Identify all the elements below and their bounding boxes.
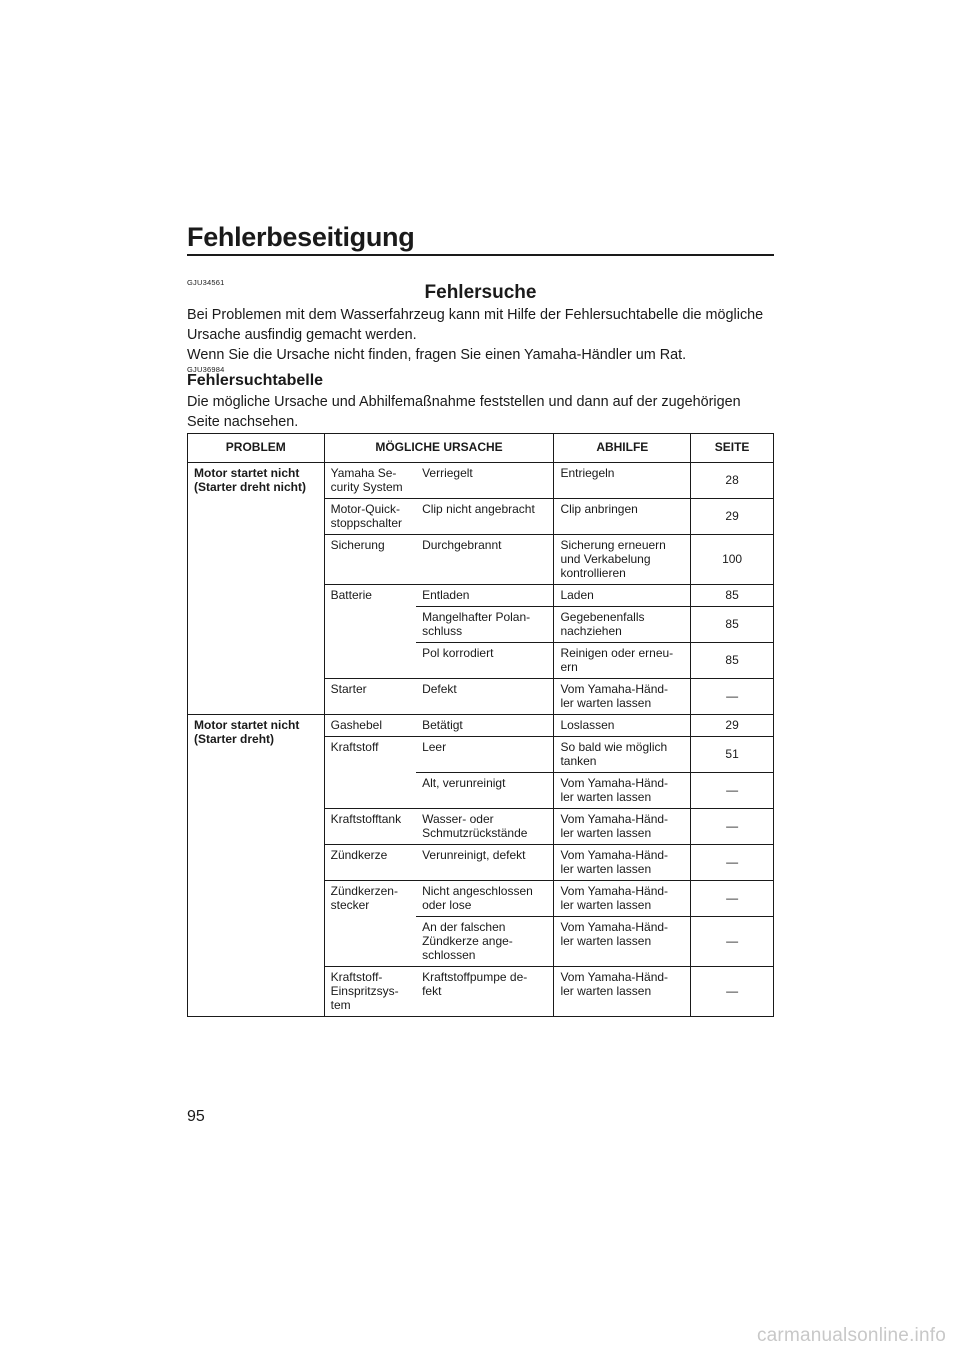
component-cell: Zündkerzen- stecker	[324, 881, 416, 967]
component-cell: Starter	[324, 679, 416, 715]
subsection-code: GJU36984	[187, 365, 225, 374]
component-cell: Gashebel	[324, 715, 416, 737]
problem-cell: Motor startet nicht (Starter dreht)	[188, 715, 325, 1017]
table-row	[188, 463, 774, 499]
troubleshooting-table	[187, 433, 774, 1017]
table-intro-paragraph: Die mögliche Ursache und Abhilfemaßnahme feststellen und dann auf der zugehörigen Seite nachsehen.	[187, 394, 741, 430]
component-cell: Sicherung	[324, 535, 416, 585]
cause-cell: Defekt	[416, 679, 554, 715]
component-cell: Kraftstofftank	[324, 809, 416, 845]
remedy-cell: Reinigen oder erneu- ern	[554, 643, 691, 679]
cause-cell: Wasser- oder Schmutzrückstände	[416, 809, 554, 845]
remedy-cell: Sicherung erneuern und Verkabelung kontrollieren	[554, 535, 691, 585]
table-body	[188, 463, 774, 1017]
cause-cell: Verriegelt	[416, 463, 554, 499]
component-cell: Motor-Quick- stoppschalter	[324, 499, 416, 535]
page-ref-cell: —	[691, 809, 774, 845]
cause-cell: Betätigt	[416, 715, 554, 737]
component-cell: Kraftstoff	[324, 737, 416, 809]
page-ref-cell: —	[691, 881, 774, 917]
remedy-cell: Vom Yamaha-Händ- ler warten lassen	[554, 845, 691, 881]
page-ref-cell: —	[691, 773, 774, 809]
page-ref-cell: 85	[691, 607, 774, 643]
intro-paragraph: Bei Problemen mit dem Wasserfahrzeug kann mit Hilfe der Fehlersuchtabelle die mögliche Ursache ausfindig gemacht werden.	[187, 307, 764, 343]
component-cell: Kraftstoff- Einspritzsys- tem	[324, 967, 416, 1017]
page-ref-cell: 100	[691, 535, 774, 585]
page-ref-cell: —	[691, 917, 774, 967]
table-header-row	[188, 434, 774, 463]
page-ref-cell: —	[691, 845, 774, 881]
cause-cell: Clip nicht angebracht	[416, 499, 554, 535]
remedy-cell: Vom Yamaha-Händ- ler warten lassen	[554, 773, 691, 809]
remedy-cell: Loslassen	[554, 715, 691, 737]
cause-cell: Nicht angeschlossen oder lose	[416, 881, 554, 917]
problem-cell: Motor startet nicht (Starter dreht nicht)	[188, 463, 325, 715]
remedy-cell: Entriegeln	[554, 463, 691, 499]
header-problem: PROBLEM	[188, 434, 325, 463]
page-ref-cell: 29	[691, 499, 774, 535]
remedy-cell: Vom Yamaha-Händ- ler warten lassen	[554, 679, 691, 715]
page-ref-cell: 28	[691, 463, 774, 499]
page-ref-cell: 85	[691, 643, 774, 679]
remedy-cell: Vom Yamaha-Händ- ler warten lassen	[554, 809, 691, 845]
page-ref-cell: 51	[691, 737, 774, 773]
remedy-cell: Gegebenenfalls nachziehen	[554, 607, 691, 643]
cause-cell: Mangelhafter Polan- schluss	[416, 607, 554, 643]
component-cell: Batterie	[324, 585, 416, 679]
section-title: Fehlersuche	[424, 282, 537, 303]
header-remedy: ABHILFE	[554, 434, 691, 463]
cause-cell: Alt, verunreinigt	[416, 773, 554, 809]
page-ref-cell: —	[691, 679, 774, 715]
subsection-title: Fehlersuchtabelle	[187, 372, 324, 389]
page-ref-cell: 29	[691, 715, 774, 737]
header-page: SEITE	[691, 434, 774, 463]
remedy-cell: Vom Yamaha-Händ- ler warten lassen	[554, 881, 691, 917]
page-number: 95	[187, 1108, 205, 1125]
cause-cell: Durchgebrannt	[416, 535, 554, 585]
cause-cell: Pol korrodiert	[416, 643, 554, 679]
remedy-cell: So bald wie möglich tanken	[554, 737, 691, 773]
page-ref-cell: —	[691, 967, 774, 1017]
cause-cell: Entladen	[416, 585, 554, 607]
cause-cell: An der falschen Zündkerze ange- schlossen	[416, 917, 554, 967]
title-rule	[187, 254, 774, 256]
remedy-cell: Vom Yamaha-Händ- ler warten lassen	[554, 917, 691, 967]
cause-cell: Verunreinigt, defekt	[416, 845, 554, 881]
page-ref-cell: 85	[691, 585, 774, 607]
section-code: GJU34561	[187, 278, 225, 287]
remedy-cell: Laden	[554, 585, 691, 607]
page-title: Fehlerbeseitigung	[187, 222, 415, 252]
remedy-cell: Clip anbringen	[554, 499, 691, 535]
watermark: carmanualsonline.info	[756, 1325, 946, 1346]
component-cell: Yamaha Se- curity System	[324, 463, 416, 499]
dealer-paragraph: Wenn Sie die Ursache nicht finden, fragen Sie einen Yamaha-Händler um Rat.	[187, 347, 687, 363]
table-row	[188, 715, 774, 737]
cause-cell: Kraftstoffpumpe de- fekt	[416, 967, 554, 1017]
cause-cell: Leer	[416, 737, 554, 773]
remedy-cell: Vom Yamaha-Händ- ler warten lassen	[554, 967, 691, 1017]
component-cell: Zündkerze	[324, 845, 416, 881]
header-cause: MÖGLICHE URSACHE	[324, 434, 554, 463]
